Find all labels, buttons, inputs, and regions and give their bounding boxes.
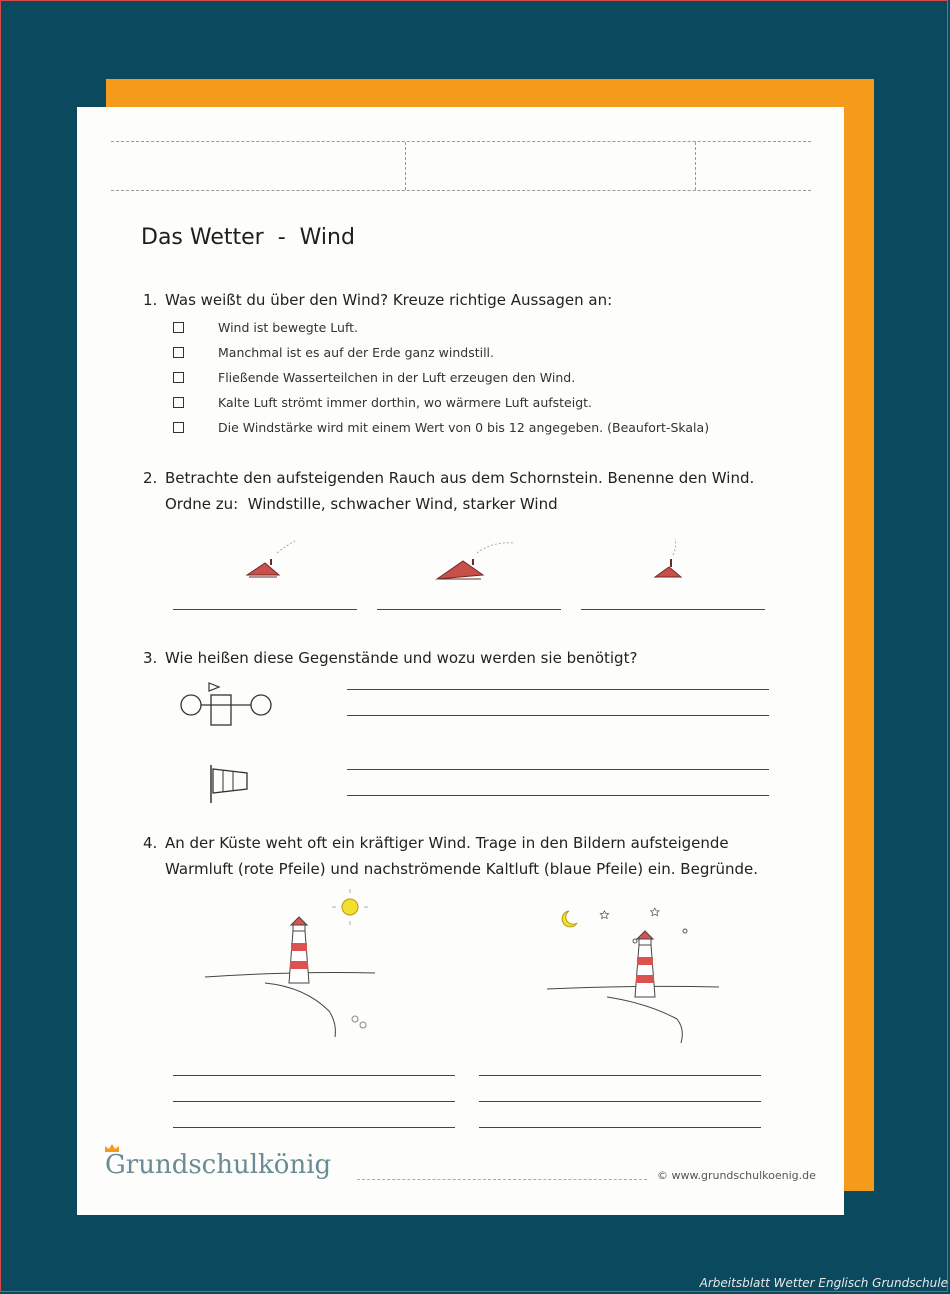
statement-text: Die Windstärke wird mit einem Wert von 0 bis 12 angegeben. (Beaufort-Skala) (218, 420, 710, 435)
answer-line[interactable] (479, 1075, 761, 1076)
checkbox[interactable] (173, 397, 184, 408)
copyright-url: © www.grundschulkoenig.de (657, 1169, 816, 1182)
statement-item (173, 340, 709, 365)
answer-line[interactable] (347, 769, 769, 770)
question-1 (143, 287, 612, 313)
answer-line[interactable] (479, 1101, 761, 1102)
question-number: 1. (143, 291, 158, 309)
header-divider (405, 142, 406, 190)
answer-line[interactable] (347, 689, 769, 690)
checkbox[interactable] (173, 372, 184, 383)
answer-line[interactable] (377, 609, 561, 610)
question-text: Was weißt du über den Wind? Kreuze richtige Aussagen an: (165, 291, 613, 309)
checkbox[interactable] (173, 322, 184, 333)
question-text-line1: Betrachte den aufsteigenden Rauch aus dem Schornstein. Benenne den Wind. (165, 469, 755, 487)
statement-text: Fließende Wasserteilchen in der Luft erzeugen den Wind. (218, 370, 576, 385)
statement-item (173, 315, 709, 340)
question-text-line2: Warmluft (rote Pfeile) und nachströmende Kaltluft (blaue Pfeile) ein. Begründe. (165, 860, 759, 878)
question-2 (143, 465, 754, 517)
statement-item (173, 415, 709, 440)
answer-line[interactable] (173, 609, 357, 610)
header-divider (695, 142, 696, 190)
question-3 (143, 645, 637, 671)
image-caption: Arbeitsblatt Wetter Englisch Grundschule (699, 1276, 948, 1290)
checkbox[interactable] (173, 347, 184, 358)
worksheet-title: Das Wetter - Wind (141, 225, 355, 250)
question-number: 2. (143, 469, 158, 487)
question-number: 3. (143, 649, 158, 667)
house-weak-wind-illustration (433, 529, 523, 589)
name-date-header-box (111, 141, 811, 191)
answer-line[interactable] (347, 795, 769, 796)
lighthouse-night-illustration (547, 901, 727, 1051)
answer-line[interactable] (173, 1101, 455, 1102)
statement-item (173, 365, 709, 390)
question-4 (143, 830, 758, 882)
anemometer-icon (177, 679, 277, 734)
worksheet-page (77, 107, 844, 1215)
question-text-line2: Ordne zu: Windstille, schwacher Wind, starker Wind (165, 495, 558, 513)
house-strong-wind-illustration (651, 537, 691, 587)
footer-divider (357, 1179, 647, 1180)
question-number: 4. (143, 834, 158, 852)
answer-line[interactable] (479, 1127, 761, 1128)
answer-line[interactable] (581, 609, 765, 610)
answer-line[interactable] (347, 715, 769, 716)
statement-item (173, 390, 709, 415)
brand-logo: Grundschulkönig (105, 1150, 332, 1180)
statement-text: Manchmal ist es auf der Erde ganz windstill. (218, 345, 495, 360)
answer-line[interactable] (173, 1075, 455, 1076)
house-windstill-illustration (237, 527, 297, 587)
checkbox[interactable] (173, 422, 184, 433)
windsock-icon (205, 763, 255, 807)
lighthouse-day-illustration (205, 891, 385, 1041)
statement-text: Kalte Luft strömt immer dorthin, wo wärmere Luft aufsteigt. (218, 395, 593, 410)
question-text: Wie heißen diese Gegenstände und wozu werden sie benötigt? (165, 649, 638, 667)
statement-list (173, 315, 709, 440)
question-text-line1: An der Küste weht oft ein kräftiger Wind. Trage in den Bildern aufsteigende (165, 834, 729, 852)
answer-line[interactable] (173, 1127, 455, 1128)
statement-text: Wind ist bewegte Luft. (218, 320, 359, 335)
